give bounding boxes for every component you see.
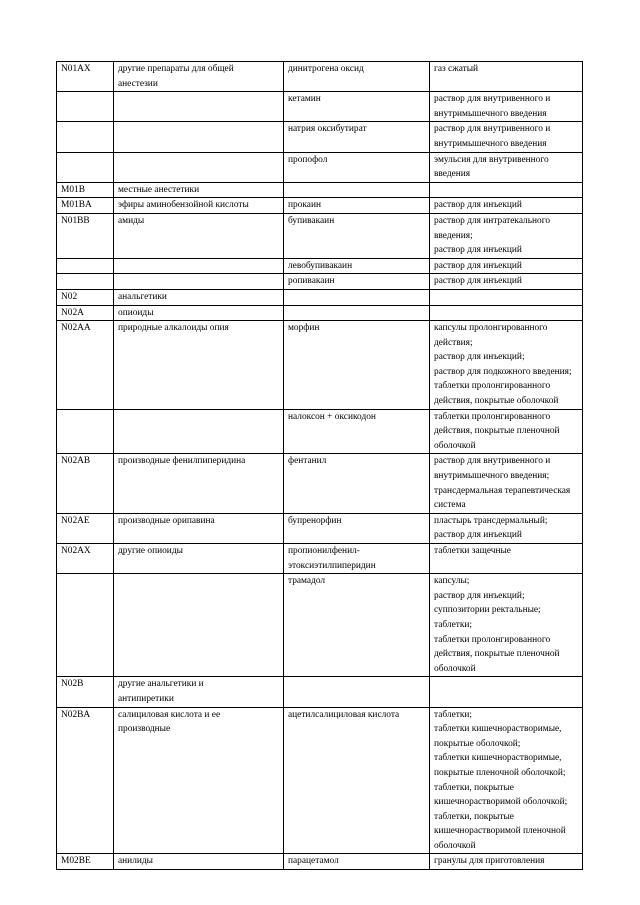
- table-row: [57, 677, 583, 707]
- substance-cell: [284, 182, 430, 198]
- atc-code: N02AE: [61, 515, 90, 526]
- dosage-forms-cell: [430, 574, 583, 677]
- substance-cell: [284, 513, 430, 543]
- dosage-forms-line: введения;: [434, 230, 473, 241]
- group-name-cell: [114, 854, 284, 870]
- dosage-forms-line: раствор для инъекций;: [434, 352, 525, 363]
- dosage-forms-line: капсулы пролонгированного: [434, 323, 548, 334]
- substance-line: ацетилсалициловая кислота: [288, 709, 400, 720]
- group-name-cell: [114, 305, 284, 321]
- group-name-cell: [114, 198, 284, 214]
- atc-code-cell: [57, 854, 114, 870]
- substance-cell: [284, 122, 430, 152]
- atc-code: N02: [61, 291, 78, 302]
- table-row: [57, 513, 583, 543]
- dosage-forms-cell: [430, 182, 583, 198]
- group-name-line: анальгетики: [118, 291, 167, 302]
- substance-line: фентанил: [288, 456, 327, 467]
- dosage-forms-cell: [430, 513, 583, 543]
- dosage-forms-cell: [430, 92, 583, 122]
- substance-line: ропивакаин: [288, 276, 335, 287]
- atc-code: M01B: [61, 184, 85, 195]
- atc-code-cell: [57, 258, 114, 274]
- table-body: [57, 62, 583, 870]
- dosage-forms-cell: [430, 258, 583, 274]
- atc-code-cell: [57, 454, 114, 513]
- substance-line: бупивакаин: [288, 215, 335, 226]
- group-name-cell: [114, 321, 284, 410]
- substance-cell: [284, 274, 430, 290]
- atc-code: N02BA: [61, 709, 91, 720]
- dosage-forms-line: действия, покрытые пленочной: [434, 649, 560, 660]
- table-row: [57, 409, 583, 454]
- dosage-forms-line: таблетки;: [434, 619, 473, 630]
- dosage-forms-line: покрытые пленочной оболочкой;: [434, 767, 566, 778]
- atc-code: [61, 122, 110, 137]
- dosage-forms-line: внутримышечного введения;: [434, 471, 550, 482]
- atc-code-cell: [57, 409, 114, 454]
- atc-code-cell: [57, 305, 114, 321]
- dosage-forms-cell: [430, 122, 583, 152]
- substance-cell: [284, 707, 430, 854]
- atc-code: M02BE: [61, 856, 91, 867]
- table-row: [57, 62, 583, 92]
- table-row: [57, 289, 583, 305]
- group-name-line: другие анальгетики и: [118, 679, 204, 690]
- dosage-forms-line: таблетки пролонгированного: [434, 634, 551, 645]
- group-name-line: опиоиды: [118, 307, 154, 318]
- group-name-cell: [114, 574, 284, 677]
- dosage-forms-line: таблетки пролонгированного: [434, 411, 551, 422]
- substance-cell: [284, 321, 430, 410]
- dosage-forms-line: раствор для инъекций: [434, 245, 522, 256]
- group-name-cell: [114, 544, 284, 574]
- table-row: [57, 122, 583, 152]
- dosage-forms-cell: [430, 274, 583, 290]
- substance-line: морфин: [288, 323, 320, 334]
- dosage-forms-cell: [430, 409, 583, 454]
- group-name-cell: [114, 677, 284, 707]
- substance-cell: [284, 213, 430, 258]
- dosage-forms-line: действия, покрытые пленочной: [434, 426, 560, 437]
- dosage-forms-line: газ сжатый: [434, 64, 479, 74]
- dosage-forms-line: покрытые оболочкой;: [434, 738, 521, 749]
- dosage-forms-cell: [430, 152, 583, 182]
- dosage-forms-line: раствор для внутривенного и: [434, 94, 551, 105]
- dosage-forms-line: пластырь трансдермальный;: [434, 515, 548, 526]
- substance-line: трамадол: [288, 576, 326, 587]
- atc-code: [61, 574, 110, 589]
- atc-code-cell: [57, 544, 114, 574]
- group-name-cell: [114, 289, 284, 305]
- table-row: [57, 305, 583, 321]
- atc-code: [61, 153, 110, 168]
- substance-cell: [284, 289, 430, 305]
- substance-cell: [284, 62, 430, 92]
- substance-line: натрия оксибутират: [288, 124, 367, 135]
- substance-cell: [284, 92, 430, 122]
- table-row: [57, 574, 583, 677]
- dosage-forms-line: эмульсия для внутривенного: [434, 154, 549, 165]
- dosage-forms-line: капсулы;: [434, 576, 470, 587]
- table-row: [57, 544, 583, 574]
- atc-code-cell: [57, 92, 114, 122]
- group-name-line: производные орипавина: [118, 515, 215, 526]
- substance-cell: [284, 152, 430, 182]
- group-name-line: эфиры аминобензойной кислоты: [118, 200, 249, 211]
- dosage-forms-line: таблетки, покрытые: [434, 782, 514, 793]
- substance-cell: [284, 544, 430, 574]
- dosage-forms-cell: [430, 707, 583, 854]
- substance-cell: [284, 454, 430, 513]
- atc-code-cell: [57, 677, 114, 707]
- dosage-forms-line: таблетки пролонгированного: [434, 381, 551, 392]
- table-row: [57, 152, 583, 182]
- table-row: [57, 854, 583, 870]
- dosage-forms-line: внутримышечного введения: [434, 108, 547, 119]
- group-name-line: анилиды: [118, 856, 153, 867]
- group-name-line: другие опиоиды: [118, 546, 183, 556]
- atc-code-cell: [57, 274, 114, 290]
- atc-code-cell: [57, 513, 114, 543]
- dosage-forms-cell: [430, 62, 583, 92]
- atc-code: N02AB: [61, 456, 91, 467]
- substance-line: динитрогена оксид: [288, 64, 364, 74]
- substance-cell: [284, 258, 430, 274]
- table-row: [57, 92, 583, 122]
- dosage-forms-line: раствор для инъекций: [434, 530, 522, 541]
- table-row: [57, 198, 583, 214]
- atc-code: N02AX: [61, 546, 91, 556]
- dosage-forms-line: таблетки защечные: [434, 546, 511, 556]
- atc-code-cell: [57, 574, 114, 677]
- group-name-line: производные: [118, 724, 171, 735]
- dosage-forms-line: раствор для инъекций: [434, 276, 522, 287]
- atc-code-cell: [57, 321, 114, 410]
- dosage-forms-line: раствор для подкожного введения;: [434, 366, 572, 377]
- group-name-line: природные алкалоиды опия: [118, 323, 229, 334]
- substance-line: прокаин: [288, 200, 321, 211]
- atc-code: N02B: [61, 679, 84, 690]
- group-name-line: другие препараты для общей: [118, 64, 234, 74]
- table-row: [57, 213, 583, 258]
- group-name-cell: [114, 92, 284, 122]
- dosage-forms-line: трансдермальная терапевтическая: [434, 485, 571, 496]
- atc-code-cell: [57, 122, 114, 152]
- dosage-forms-cell: [430, 544, 583, 574]
- dosage-forms-cell: [430, 321, 583, 410]
- group-name-cell: [114, 454, 284, 513]
- dosage-forms-line: система: [434, 500, 466, 511]
- group-name-line: салициловая кислота и ее: [118, 709, 221, 720]
- dosage-forms-line: раствор для интратекального: [434, 215, 551, 226]
- group-name-line: антипиретики: [118, 693, 174, 704]
- dosage-forms-cell: [430, 289, 583, 305]
- table-row: [57, 274, 583, 290]
- dosage-forms-cell: [430, 854, 583, 870]
- dosage-forms-line: таблетки;: [434, 709, 473, 720]
- substance-cell: [284, 198, 430, 214]
- atc-code-cell: [57, 62, 114, 92]
- dosage-forms-cell: [430, 213, 583, 258]
- dosage-forms-line: раствор для внутривенного и: [434, 124, 551, 135]
- atc-code: N02A: [61, 307, 84, 318]
- group-name-cell: [114, 258, 284, 274]
- dosage-forms-line: оболочкой: [434, 440, 476, 451]
- dosage-forms-line: кишечнорастворимой оболочкой;: [434, 797, 568, 808]
- substance-cell: [284, 305, 430, 321]
- table-row: [57, 182, 583, 198]
- dosage-forms-cell: [430, 305, 583, 321]
- atc-code: [61, 410, 110, 425]
- group-name-line: амиды: [118, 215, 145, 226]
- dosage-forms-line: внутримышечного введения: [434, 138, 547, 149]
- atc-code: N01AX: [61, 64, 91, 74]
- drug-classification-table: [56, 61, 583, 870]
- dosage-forms-line: таблетки кишечнорастворимые,: [434, 724, 562, 735]
- substance-line: пропофол: [288, 154, 328, 165]
- group-name-cell: [114, 182, 284, 198]
- substance-cell: [284, 677, 430, 707]
- dosage-forms-line: раствор для инъекций: [434, 200, 522, 211]
- substance-line: пропионилфенил-: [288, 546, 360, 556]
- atc-code-cell: [57, 289, 114, 305]
- substance-cell: [284, 854, 430, 870]
- substance-cell: [284, 574, 430, 677]
- group-name-line: местные анестетики: [118, 184, 200, 195]
- group-name-line: производные фенилпиперидина: [118, 456, 246, 467]
- dosage-forms-line: раствор для инъекций;: [434, 590, 525, 601]
- dosage-forms-cell: [430, 198, 583, 214]
- dosage-forms-line: введения: [434, 169, 471, 180]
- dosage-forms-line: действия;: [434, 337, 473, 348]
- dosage-forms-line: таблетки, покрытые: [434, 811, 514, 822]
- dosage-forms-line: раствор для инъекций: [434, 260, 522, 271]
- dosage-forms-line: оболочкой: [434, 663, 476, 674]
- atc-code: N01BB: [61, 215, 90, 226]
- atc-code-cell: [57, 152, 114, 182]
- atc-code: N02AA: [61, 323, 91, 334]
- substance-line: налоксон + оксикодон: [288, 411, 376, 422]
- table-row: [57, 321, 583, 410]
- atc-code: [61, 259, 110, 274]
- substance-line: левобупивакаин: [288, 260, 353, 271]
- group-name-cell: [114, 152, 284, 182]
- dosage-forms-line: оболочкой: [434, 840, 476, 851]
- substance-line: кетамин: [288, 94, 321, 105]
- dosage-forms-line: гранулы для приготовления: [434, 856, 545, 867]
- group-name-cell: [114, 122, 284, 152]
- dosage-forms-line: кишечнорастворимой пленочной: [434, 826, 566, 837]
- dosage-forms-cell: [430, 677, 583, 707]
- atc-code-cell: [57, 182, 114, 198]
- atc-code-cell: [57, 707, 114, 854]
- group-name-cell: [114, 62, 284, 92]
- group-name-cell: [114, 213, 284, 258]
- substance-cell: [284, 409, 430, 454]
- dosage-forms-line: суппозитории ректальные;: [434, 605, 541, 616]
- substance-line: парацетамол: [288, 856, 339, 867]
- atc-code: M01BA: [61, 200, 92, 211]
- group-name-cell: [114, 409, 284, 454]
- substance-line: бупренорфин: [288, 515, 342, 526]
- atc-code: [61, 92, 110, 107]
- atc-code: [61, 274, 110, 289]
- dosage-forms-cell: [430, 454, 583, 513]
- table-row: [57, 707, 583, 854]
- group-name-cell: [114, 274, 284, 290]
- substance-line: этоксиэтилпиперидин: [288, 560, 376, 571]
- table-row: [57, 258, 583, 274]
- dosage-forms-line: раствор для внутривенного и: [434, 456, 551, 467]
- group-name-cell: [114, 707, 284, 854]
- group-name-cell: [114, 513, 284, 543]
- dosage-forms-line: таблетки кишечнорастворимые,: [434, 753, 562, 764]
- dosage-forms-line: действия, покрытые оболочкой: [434, 396, 559, 407]
- atc-code-cell: [57, 213, 114, 258]
- group-name-line: анестезии: [118, 78, 158, 89]
- atc-code-cell: [57, 198, 114, 214]
- table-row: [57, 454, 583, 513]
